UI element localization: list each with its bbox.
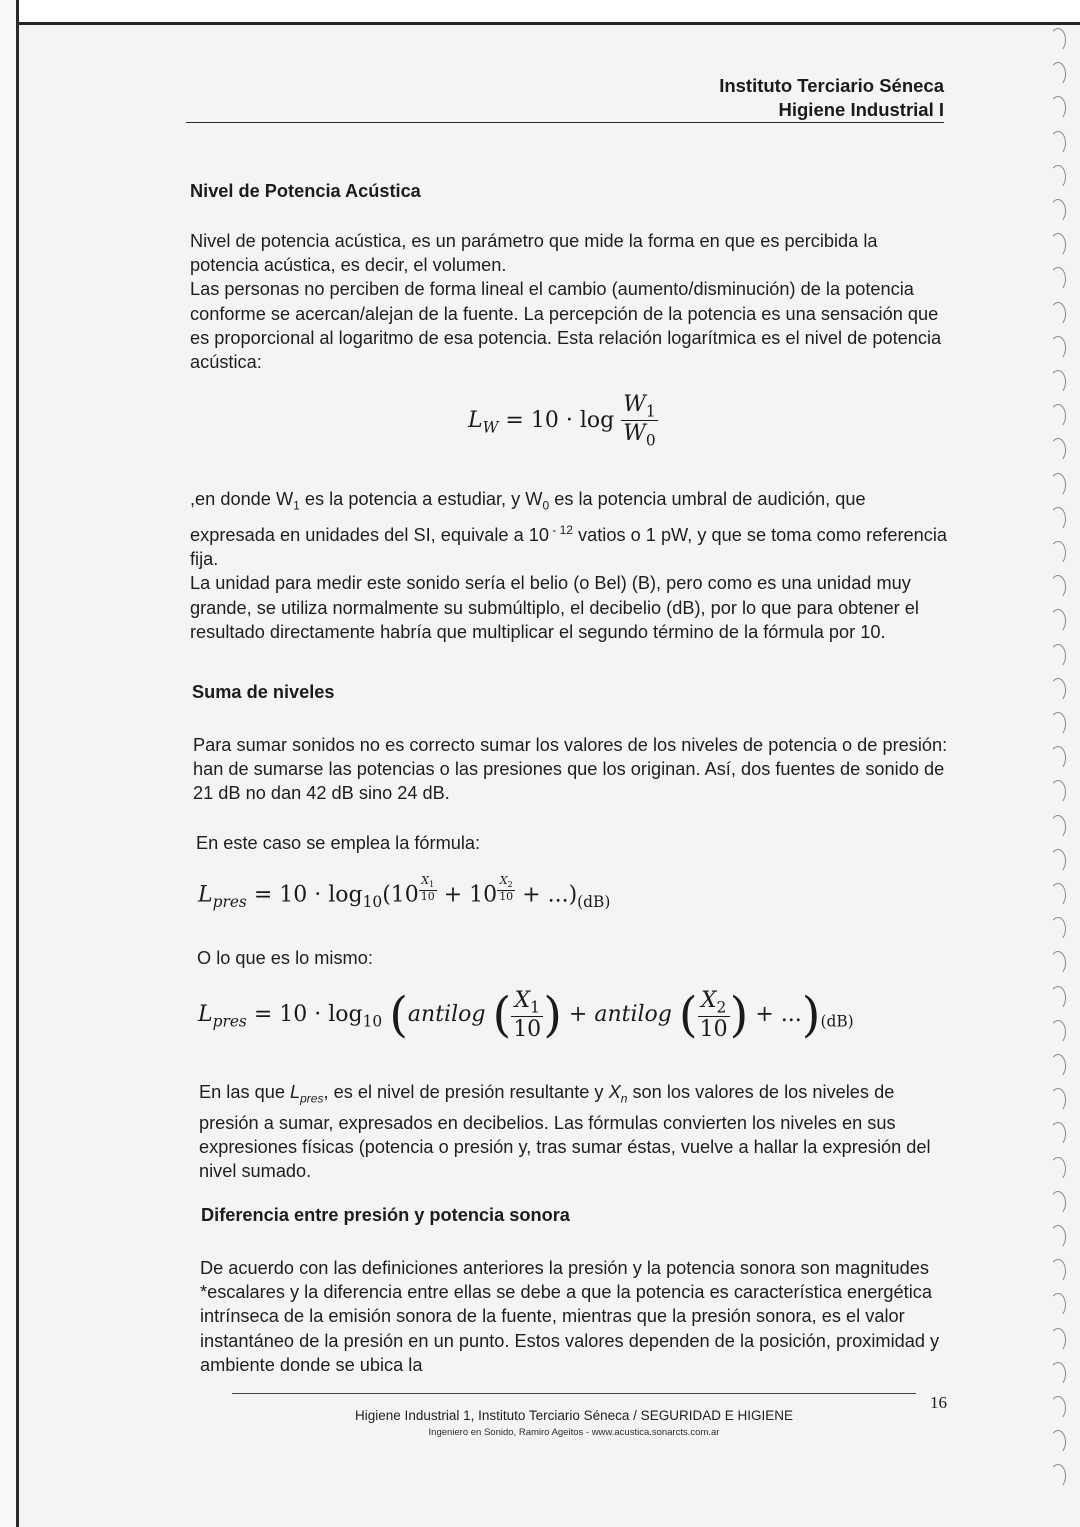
binding-ring — [1050, 1088, 1066, 1112]
binding-ring — [1050, 62, 1066, 86]
binding-ring — [1050, 951, 1066, 975]
frac1-x-sub: 1 — [530, 998, 540, 1017]
binding-ring — [1050, 986, 1066, 1010]
exp1-den: 10 — [420, 890, 435, 904]
binding-ring — [1050, 883, 1066, 907]
binding-ring — [1050, 404, 1066, 428]
binding-ring — [1050, 1157, 1066, 1181]
paren-open-inner-1: ( — [492, 987, 512, 1044]
frac1-den: 10 — [513, 1017, 542, 1043]
binding-ring — [1050, 1259, 1066, 1283]
frac1-x: X — [514, 988, 531, 1013]
binding-ring — [1050, 1225, 1066, 1249]
paragraph-block-suma-3 — [197, 946, 957, 970]
binding-ring — [1050, 678, 1066, 702]
binding-ring — [1050, 507, 1066, 531]
p3-sub-0: 0 — [542, 498, 550, 513]
binding-ring — [1050, 1293, 1066, 1317]
paren-open-inner-2: ( — [678, 987, 698, 1044]
p3-exponent: - 12 — [548, 522, 573, 537]
header-course: Higiene Industrial I — [778, 99, 944, 120]
binding-ring — [1050, 609, 1066, 633]
binding-ring — [1050, 815, 1066, 839]
formula-lpres2-antilog-2: antilog — [594, 1002, 672, 1028]
paragraph-block-suma — [193, 733, 953, 806]
paren-close-outer: ) — [801, 987, 821, 1044]
formula-lw-fraction — [621, 392, 657, 450]
binding-ring — [1050, 1328, 1066, 1352]
formula-lpres2-plus: + — [561, 1002, 595, 1028]
heading-diferencia: Diferencia entre presión y potencia sonora — [201, 1205, 570, 1225]
p3-text-a: ,en donde W — [190, 489, 294, 509]
p4-text-c: son los valores de los niveles de presión a sumar, expresados en decibelios. Las fórmulas convierten los niveles en sus expresiones físicas (potencia o presión y, tras sumar éstas, vuelve a hallar la expresión del nivel sumado. — [199, 1082, 931, 1182]
binding-ring — [1050, 302, 1066, 326]
binding-ring — [1050, 438, 1066, 462]
binding-ring — [1050, 712, 1066, 736]
binding-ring — [1050, 267, 1066, 291]
exp2-x: X — [499, 874, 508, 887]
p3-text-b: es la potencia a estudiar, y W — [299, 489, 543, 509]
formula-lw-den: W — [623, 421, 646, 447]
paragraph-block-suma-4 — [199, 1080, 944, 1183]
paragraph-suma-2: En este caso se emplea la fórmula: — [196, 833, 481, 853]
p4-x: X — [608, 1082, 621, 1102]
binding-ring — [1050, 780, 1066, 804]
binding-ring — [1050, 1020, 1066, 1044]
formula-lpres2-eq: = 10 · log — [246, 1002, 363, 1028]
p4-text-a: En las que — [199, 1082, 290, 1102]
binding-ring — [1050, 473, 1066, 497]
header-divider — [186, 122, 944, 123]
p4-text-b: , es el nivel de presión resultante y — [323, 1082, 609, 1102]
paragraph-block-diferencia — [200, 1256, 945, 1377]
formula-lpres1-exp2 — [497, 875, 515, 902]
p4-x-sub: n — [620, 1091, 628, 1106]
formula-lpres2-antilog-1: antilog — [407, 1002, 486, 1028]
footer-line-1: Higiene Industrial 1, Instituto Terciario Séneca / SEGURIDAD E HIGIENE — [355, 1408, 793, 1423]
formula-lpres1-open: (10 — [382, 882, 419, 908]
frac2-den: 10 — [699, 1017, 728, 1043]
formula-lpres2-tail: + ... — [748, 1002, 802, 1028]
binding-ring — [1050, 575, 1066, 599]
paragraph-block-suma-2 — [196, 831, 956, 855]
p3-sub-1: 1 — [293, 498, 300, 513]
binding-ring — [1050, 131, 1066, 155]
formula-lpres1-plus: + 10 — [436, 882, 498, 908]
paragraph-potencia-1: Nivel de potencia acústica, es un parámetro que mide la forma en que es percibida la potencia acústica, es decir, el volumen. — [190, 231, 878, 276]
formula-lw-num: W — [623, 392, 646, 417]
paragraph-suma-4 — [199, 1080, 944, 1183]
frac2-x: X — [700, 988, 717, 1013]
binding-ring — [1050, 644, 1066, 668]
binding-ring — [1050, 28, 1066, 52]
spiral-binding — [1036, 28, 1066, 1498]
footer-divider — [232, 1393, 916, 1394]
binding-ring — [1050, 849, 1066, 873]
binding-ring — [1050, 96, 1066, 120]
p4-lpres-sub: pres — [300, 1091, 324, 1106]
binding-ring — [1050, 1122, 1066, 1146]
binding-ring — [1050, 746, 1066, 770]
formula-lpres1-unit: (dB) — [577, 892, 611, 911]
paragraph-potencia-2: Las personas no perciben de forma lineal el cambio (aumento/disminución) de la potencia conforme se acercan/alejan de la fuente. La percepción de la potencia es una sensación que es proporcional al logaritmo de esa potencia. Esta relación logarítmica es el nivel de potencia acústica: — [190, 279, 942, 373]
binding-ring — [1050, 233, 1066, 257]
formula-lw-num-sub: 1 — [645, 402, 656, 421]
frac2-x-sub: 2 — [716, 998, 727, 1017]
p3-text-c: es la potencia umbral de audición, que expresada en unidades del SI, equivale a 10 — [190, 489, 866, 545]
binding-ring — [1050, 1054, 1066, 1078]
paragraph-potencia-4: La unidad para medir este sonido sería el belio (o Bel) (B), pero como es una unidad muy grande, se utiliza normalmente su submúltiplo, el decibelio (dB), por lo que para obtener el resultado directamente habría que multiplicar el segundo término de la fórmula por 10. — [190, 573, 919, 642]
binding-ring — [1050, 336, 1066, 360]
formula-lpres2-lhs: L — [198, 1002, 213, 1028]
exp2-den: 10 — [499, 890, 514, 904]
binding-ring — [1050, 1362, 1066, 1386]
exp1-x: X — [421, 874, 430, 887]
binding-ring — [1050, 1191, 1066, 1215]
paragraph-potencia-3 — [190, 487, 950, 571]
formula-lpres1-lhs: L — [198, 882, 213, 908]
heading-nivel-potencia: Nivel de Potencia Acústica — [190, 181, 421, 201]
binding-ring — [1050, 165, 1066, 189]
scan-left-edge — [0, 0, 19, 1527]
exp1-x-sub: 1 — [429, 880, 435, 890]
formula-lw-den-sub: 0 — [645, 431, 656, 450]
formula-lpres2-frac2 — [698, 988, 730, 1042]
binding-ring — [1050, 199, 1066, 223]
paragraph-suma-3: O lo que es lo mismo: — [197, 948, 373, 968]
formula-lpres1-eq: = 10 · log — [246, 882, 363, 908]
formula-lpres2-unit: (dB) — [820, 1012, 854, 1031]
scan-top-edge — [0, 0, 1080, 25]
page-header — [186, 74, 944, 122]
paren-close-inner-1: ) — [543, 987, 562, 1044]
exp2-x-sub: 2 — [507, 880, 513, 890]
paragraph-block-potencia — [190, 229, 950, 374]
binding-ring — [1050, 1396, 1066, 1420]
paragraph-suma-1: Para sumar sonidos no es correcto sumar los valores de los niveles de potencia o de presión: han de sumarse las potencias o las presiones que los originan. Así, dos fuentes de sonido de 21 dB no dan 42 dB sino 24 dB. — [193, 735, 948, 804]
formula-lpres-1 — [198, 875, 610, 911]
paragraph-block-potencia-2 — [190, 487, 950, 644]
paragraph-diferencia-1: De acuerdo con las definiciones anteriores la presión y la potencia sonora son magnitudes *escalares y la diferencia entre ellas se debe a que la potencia es característica energética intrínseca de la emisión sonora de la fuente, mientras que la presión sonora, es el valor instantáneo de la presión en un punto. Estos valores dependen de la posición, proximidad y ambiente donde se ubica la — [200, 1258, 940, 1375]
page-number: 16 — [930, 1393, 947, 1412]
header-institute: Instituto Terciario Séneca — [719, 75, 944, 96]
binding-ring — [1050, 917, 1066, 941]
binding-ring — [1050, 541, 1066, 565]
footer-line-2: Ingeniero en Sonido, Ramiro Ageitos - www.acustica.sonarcts.com.ar — [428, 1427, 720, 1438]
binding-ring — [1050, 1464, 1066, 1488]
p3-text-d: vatios o 1 pW, y que se toma como referencia fija. — [190, 524, 948, 570]
formula-lw-eq: = 10 · log — [498, 407, 622, 433]
heading-suma-niveles: Suma de niveles — [192, 682, 335, 702]
formula-lpres1-exp1 — [419, 875, 437, 902]
formula-lpres1-lhs-sub: pres — [212, 892, 247, 911]
formula-lw-lhs: L — [468, 407, 483, 433]
formula-lw-lhs-sub: W — [482, 418, 499, 437]
paren-open-outer: ( — [389, 987, 408, 1044]
formula-lpres-2 — [198, 988, 854, 1042]
formula-lpres2-frac1 — [511, 988, 543, 1042]
binding-ring — [1050, 1430, 1066, 1454]
paren-close-inner-2: ) — [729, 987, 749, 1044]
formula-lw — [468, 392, 658, 450]
binding-ring — [1050, 370, 1066, 394]
formula-lpres1-log-sub: 10 — [362, 892, 383, 911]
formula-lpres1-tail: + ...) — [515, 882, 578, 908]
formula-lpres2-log-sub: 10 — [362, 1012, 383, 1031]
formula-lpres2-lhs-sub: pres — [212, 1012, 247, 1031]
p4-lpres: L — [290, 1082, 301, 1102]
